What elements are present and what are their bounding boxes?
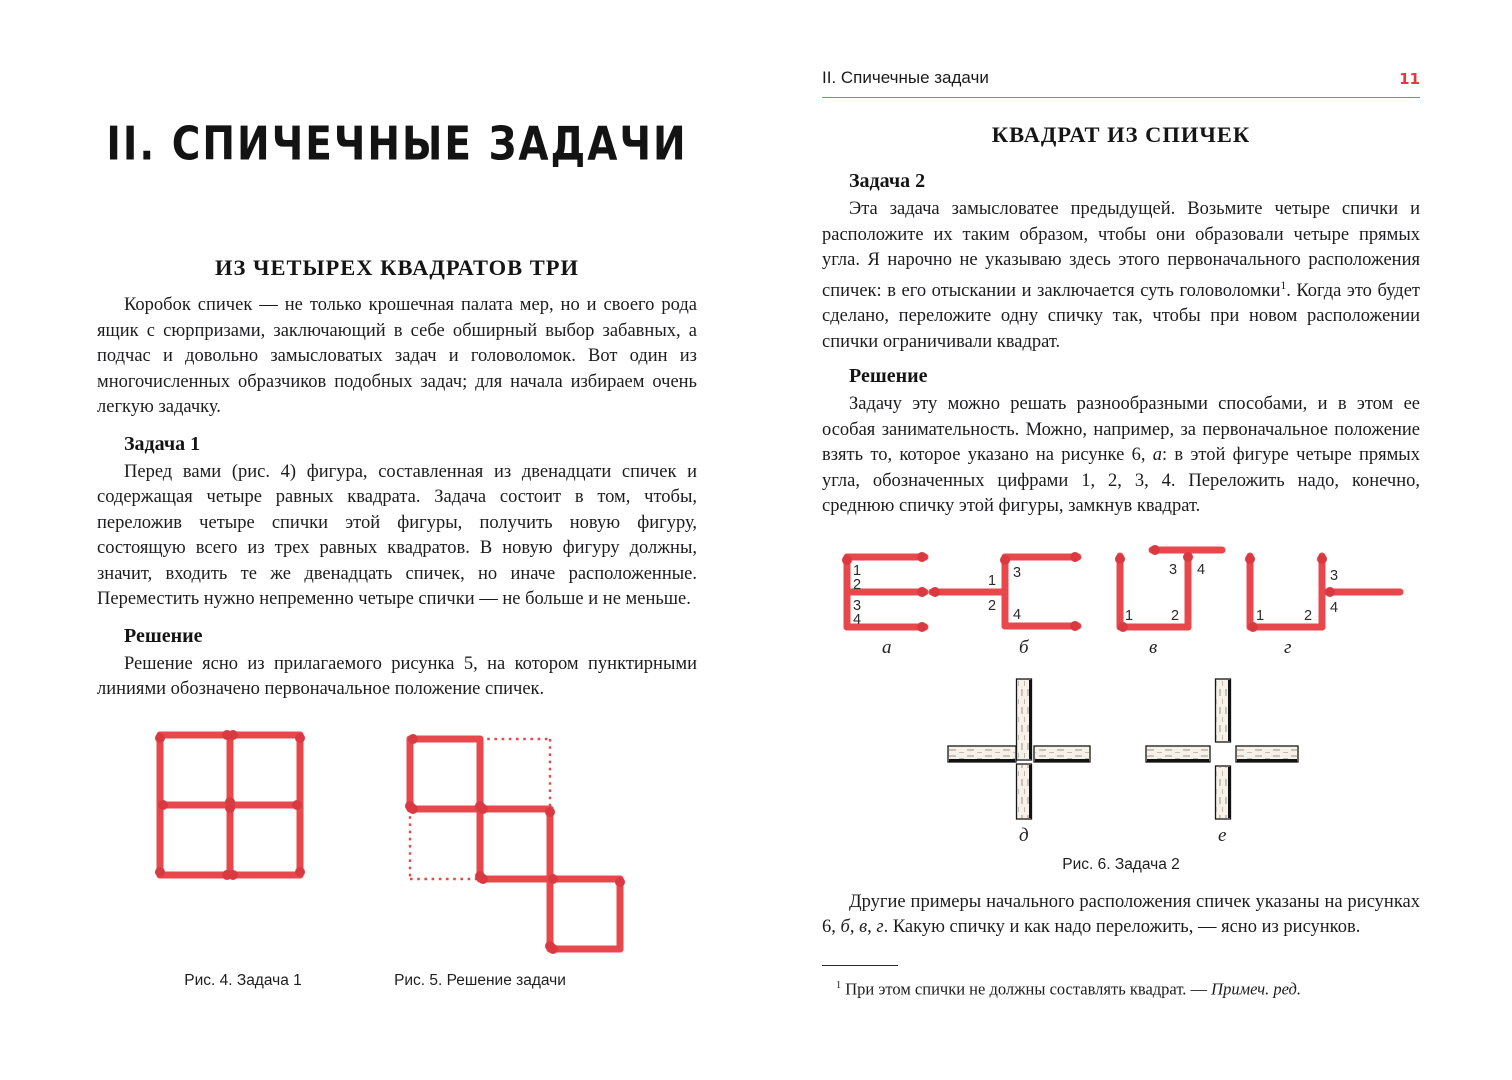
fig6-g-matches: [1245, 554, 1400, 658]
wooden-match: [1034, 746, 1090, 762]
svg-text:е: е: [1218, 824, 1227, 846]
figure6-caption: Рис. 6. Задача 2: [1062, 855, 1180, 873]
svg-text:б: б: [1019, 636, 1029, 658]
svg-text:д: д: [1019, 824, 1029, 846]
figure6-illustration: [822, 526, 1420, 856]
figure5-match-heads: [405, 734, 625, 954]
solution1-heading: Решение: [124, 624, 203, 647]
figure4-caption: Рис. 4. Задача 1: [184, 971, 302, 989]
task1-heading: Задача 1: [124, 432, 201, 455]
svg-text:3: 3: [853, 597, 862, 614]
solution2-heading: Решение: [849, 365, 928, 388]
intro-paragraph: Коробок спичек — не только крошечная палата мер, но и своего рода ящик с сюрпризами, заключающий в себе обширный выбор забавных, а подчас и довольно замысловатых задач и головоломок. Вот один из многочисленных образчиков подобных задач; для начала избираем очень легкую задачку.: [97, 295, 697, 417]
page-number: 11: [1399, 70, 1420, 88]
fig6-b-matches: [930, 552, 1080, 658]
left-section-title: ИЗ ЧЕТЫРЕХ КВАДРАТОВ ТРИ: [214, 255, 580, 280]
solution2-paragraph: Задачу эту можно решать разнообразными способами, и в этом ее особая занимательность. Можно, например, за первоначальное положение взять то, которое указано на рисунке 6, а: в этой фигуре четыре прямых угла, обозначенных цифрами 1, 2, 3, 4. Переложить надо, конечно, среднюю спичку этой фигуры, замкнув квадрат.: [822, 394, 1420, 517]
solution1-paragraph: Решение ясно из прилагаемого рисунка 5, на котором пунктирными линиями обозначено первоначальное положение спичек.: [97, 653, 697, 699]
running-head-row: [822, 68, 1420, 98]
svg-text:3: 3: [1013, 564, 1022, 581]
figure5-caption: Рис. 5. Решение задачи: [394, 971, 566, 989]
footnote-block: [822, 965, 1420, 1001]
svg-text:1: 1: [853, 562, 862, 579]
right-page-column: [822, 0, 1420, 1000]
closing-paragraph: Другие примеры начального расположения спичек указаны на рисунках 6, б, в, г. Какую спичку и как надо переложить, — ясно из рисунков.: [822, 891, 1420, 938]
wooden-match: [1216, 766, 1231, 819]
task1-paragraph: Перед вами (рис. 4) фигура, составленная из двенадцати спичек и содержащая четыре равных квадрата. Задача состоит в том, чтобы, переложив четыре спички этой фигуры, получить новую фигуру, состоящую всего из трех равных квадратов. В новую фигуру должны, значит, входить те же двенадцать спичек, но иначе расположенные. Переместить нужно непременно четыре спички — не больше и не меньше.: [97, 461, 697, 609]
svg-text:4: 4: [1013, 606, 1022, 623]
svg-text:3: 3: [1330, 567, 1339, 584]
task2-heading: Задача 2: [849, 170, 926, 192]
svg-text:2: 2: [988, 597, 997, 614]
wooden-match: [1236, 746, 1298, 762]
svg-text:1: 1: [1125, 607, 1134, 624]
figure-4-and-5-matchsticks: [140, 719, 660, 964]
svg-text:а: а: [882, 636, 892, 658]
svg-text:в: в: [1149, 636, 1158, 658]
svg-text:4: 4: [1330, 599, 1339, 616]
fig6-d-cross-engraving: [948, 679, 1090, 846]
running-head: II. Спичечные задачи: [822, 68, 989, 87]
wooden-match: [948, 746, 1016, 762]
svg-text:1: 1: [1256, 607, 1265, 624]
task2-paragraph: Эта задача замысловатее предыдущей. Возьмите четыре спички и расположите их таким образом, чтобы они образовали четыре прямых угла. Я нарочно не указываю здесь этого первоначального расположения спичек: в его отыскании и заключается суть головоломки$^1$. Когда это будет сделано, переложите одну спичку так, чтобы при новом расположении спички ограничивали квадрат.: [822, 199, 1420, 352]
left-captions-row: [97, 972, 697, 994]
right-section-title: КВАДРАТ ИЗ СПИЧЕК: [991, 122, 1251, 147]
wooden-match: [1146, 746, 1210, 762]
svg-text:4: 4: [1197, 561, 1206, 578]
footnote-rule: [822, 965, 898, 966]
svg-text:4: 4: [853, 611, 862, 628]
svg-text:2: 2: [1171, 607, 1180, 624]
left-page-column: [97, 0, 697, 994]
figure5-match-squares: [410, 739, 620, 949]
chapter-title: II. СПИЧЕЧНЫЕ ЗАДАЧИ: [106, 118, 688, 172]
svg-text:2: 2: [1304, 607, 1313, 624]
wooden-match: [1017, 679, 1032, 760]
svg-text:2: 2: [853, 576, 862, 593]
svg-text:3: 3: [1169, 561, 1178, 578]
svg-text:г: г: [1284, 636, 1292, 658]
wooden-match: [1017, 764, 1032, 819]
fig6-e-cross-engraving: [1146, 679, 1298, 846]
fig6-v-matches: [1115, 545, 1222, 658]
wooden-match: [1216, 679, 1231, 742]
svg-text:1: 1: [988, 572, 997, 589]
fig6-a-matches: [842, 552, 927, 658]
footnote-text: $^1$ При этом спички не должны составлять квадрат. — Примеч. ред.: [836, 979, 1301, 999]
